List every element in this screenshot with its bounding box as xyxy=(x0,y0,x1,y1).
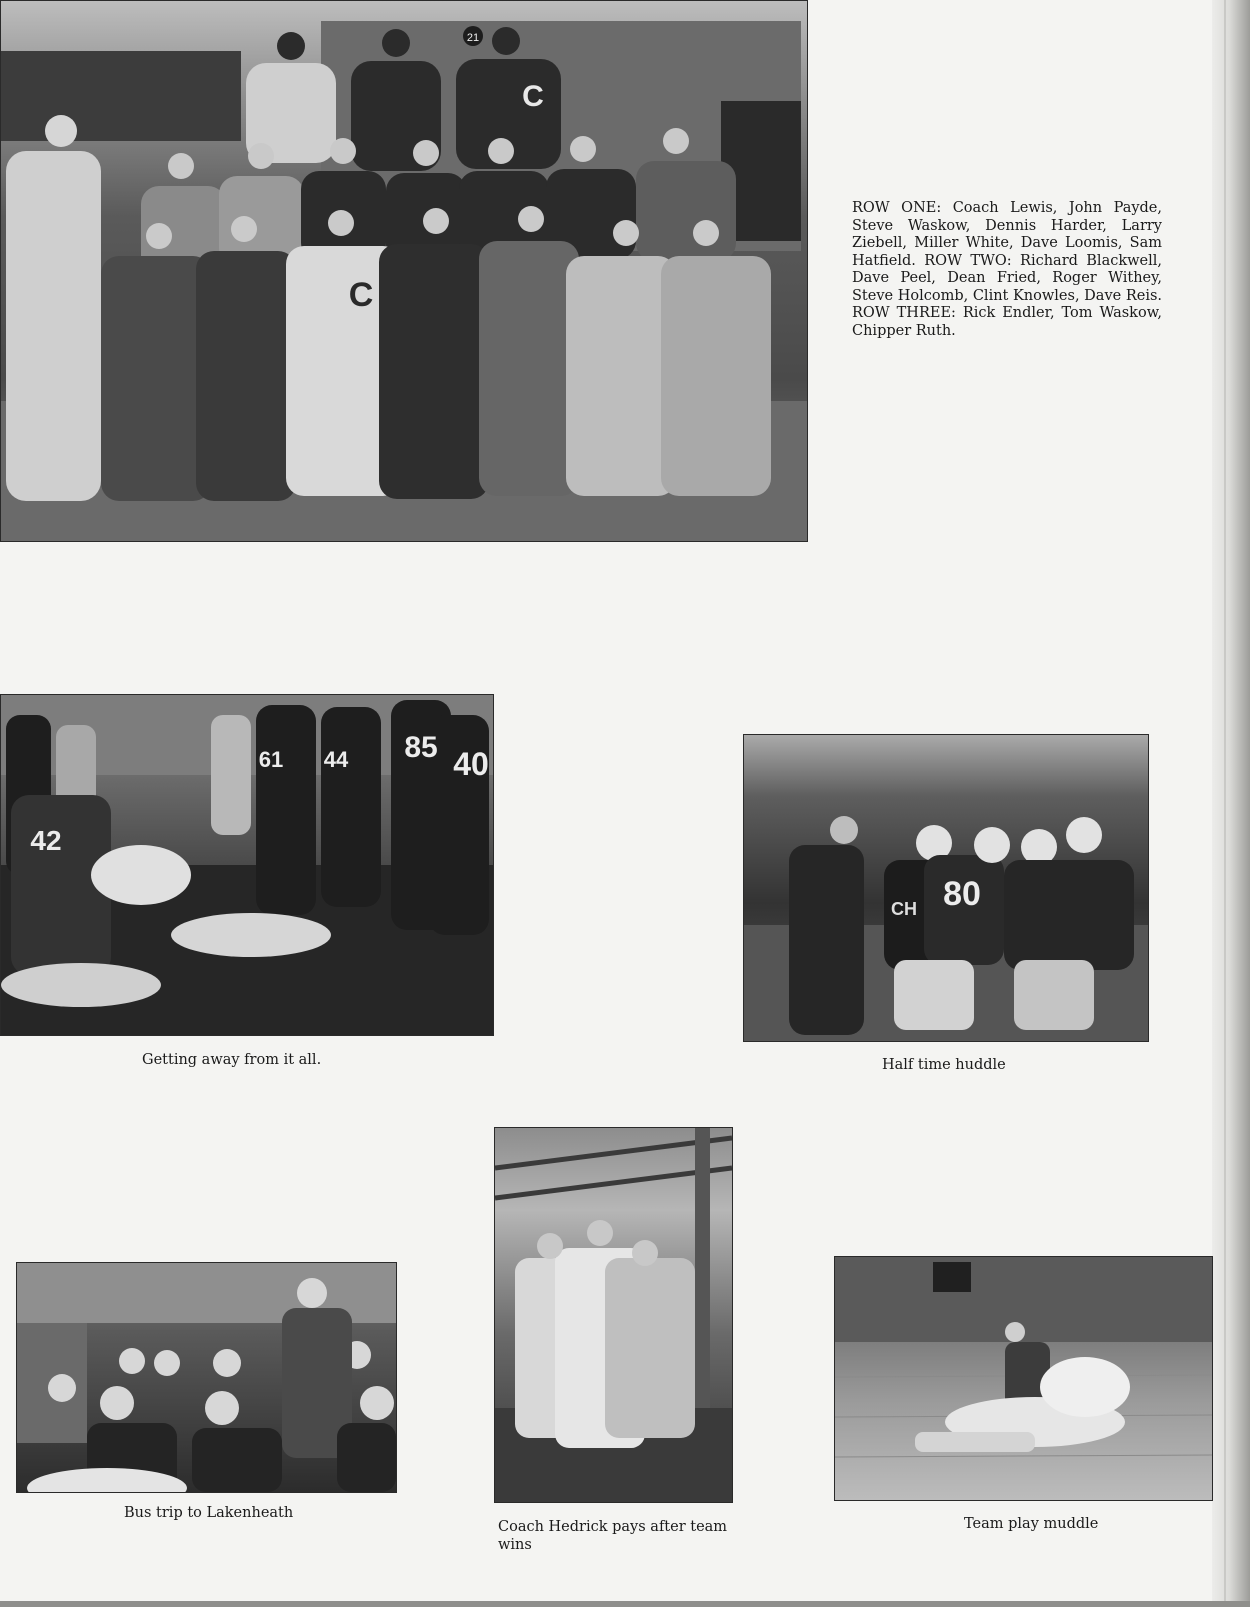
photo-team-play-muddle xyxy=(834,1256,1213,1501)
jersey-number-44: 44 xyxy=(323,747,349,772)
jersey-number-40: 40 xyxy=(453,746,489,782)
caption-half-time-huddle: Half time huddle xyxy=(882,1057,1006,1073)
jersey-number-80: 80 xyxy=(943,875,981,913)
jersey-number-85: 85 xyxy=(404,731,438,764)
page-edge-shadow xyxy=(1212,0,1250,1607)
team-photo xyxy=(0,0,808,542)
jacket-letter-front: C xyxy=(348,276,374,314)
photo-half-time-huddle xyxy=(743,734,1149,1042)
caption-bus-trip: Bus trip to Lakenheath xyxy=(124,1505,294,1521)
team-photo-number-21: 21 xyxy=(466,32,480,44)
team-roster-caption: ROW ONE: Coach Lewis, John Payde, Steve Waskow, Dennis Harder, Larry Ziebell, Miller White, Dave Loomis, Sam Hatfield. ROW TWO: Richard Blackwell, Dave Peel, Dean Fried, Roger Withey, Steve Holcomb, Clint Knowles, Dave Reis. ROW THREE: Rick Endler, Tom Waskow, Chipper Ruth. xyxy=(852,200,1163,339)
page-bottom-edge xyxy=(0,1601,1250,1607)
caption-coach-pays: Coach Hedrick pays after team wins xyxy=(498,1519,728,1553)
jersey-number-42: 42 xyxy=(30,825,62,856)
jacket-letter-top: C xyxy=(522,80,544,113)
jersey-letters-ch: CH xyxy=(891,899,917,919)
photo-bus-trip xyxy=(16,1262,397,1493)
photo-getting-away xyxy=(0,694,494,1036)
caption-team-play-muddle: Team play muddle xyxy=(964,1516,1099,1532)
jersey-number-61: 61 xyxy=(258,747,284,772)
page-fold-line xyxy=(1224,0,1226,1607)
photo-coach-pays xyxy=(494,1127,733,1503)
caption-getting-away: Getting away from it all. xyxy=(142,1052,322,1068)
